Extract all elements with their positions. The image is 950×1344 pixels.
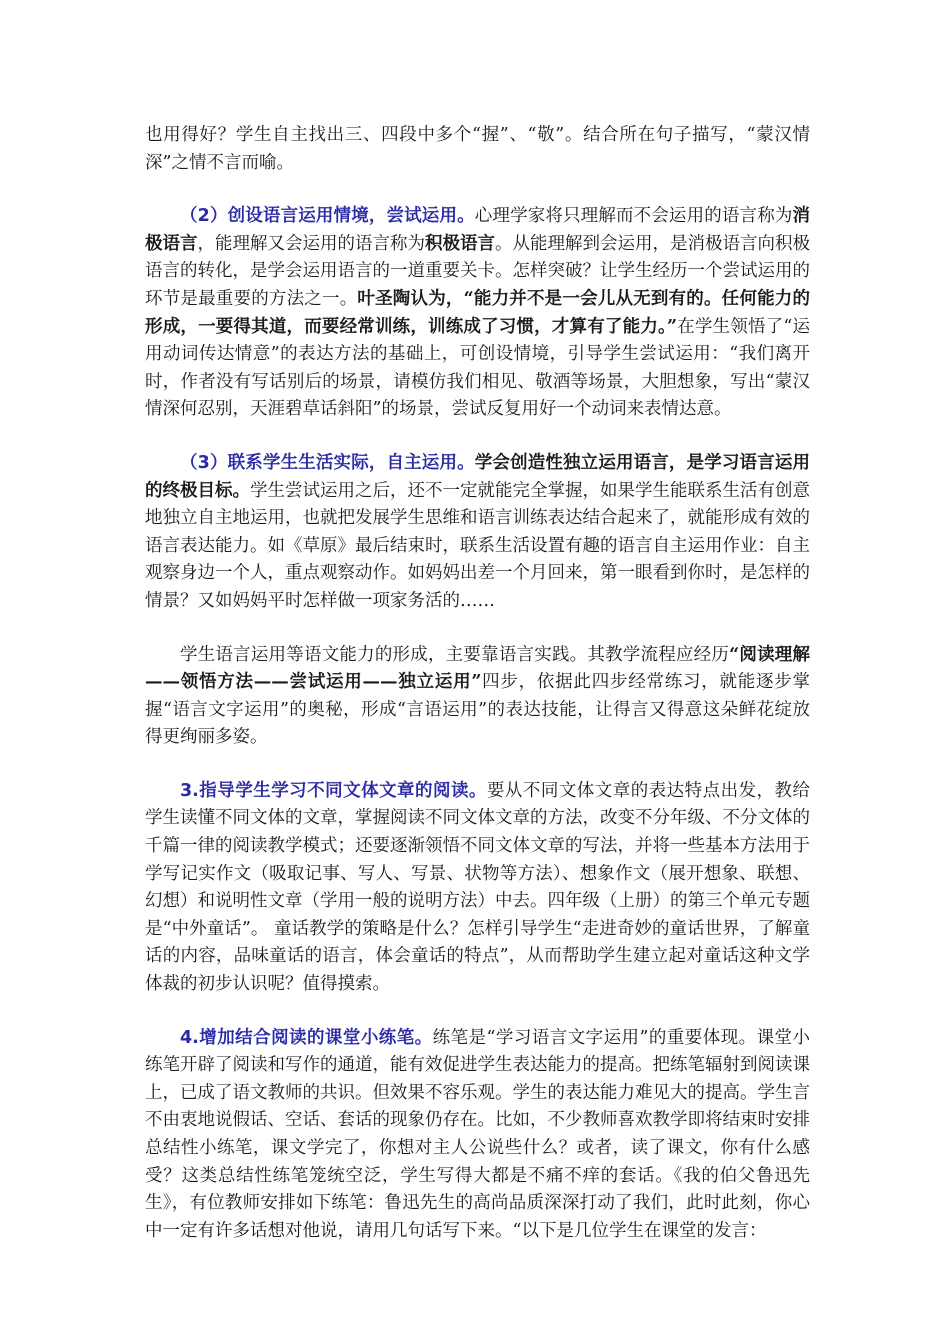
paragraph-point-4: [145, 1025, 810, 1246]
paragraph-point-3: [145, 778, 810, 999]
paragraph-text: 四步，依据此四步经常练习，就能逐步掌握“语言文字运用”的奥秘，形成“言语运用”的表达技能，让得言又得意这朵鲜花绽放得更绚丽多姿。: [145, 672, 810, 748]
bold-statement: 学会创造性独立运用语言，是学习语言运用的终极目标。: [145, 452, 810, 501]
section-heading: （3）联系学生生活实际，自主运用。: [180, 452, 475, 473]
paragraph-text: ，能理解又会运用的语言称为: [197, 233, 425, 254]
section-heading: （2）创设语言运用情境，尝试运用。: [180, 206, 475, 227]
term-negative-language: 消极语言: [145, 206, 810, 254]
paragraph-summary: [145, 642, 810, 752]
document-body: [145, 122, 810, 1245]
paragraph-section-3: [145, 450, 810, 616]
paragraph-text: 要从不同文体文章的表达特点出发，教给学生读懂不同文体的文章，掌握阅读不同文体文章的方法，改变不分年级、不分文体的千篇一律的阅读教学模式；还要逐渐领悟不同文体文章的写法，并将一些基本方法用于学写记实作文（吸取记事、写人、写景、状物等方法）、想象作文（展开想象、联想、幻想）和说明性文章（学用一般的说明方法）中去。四年级（上册）的第三个单元专题是“中外童话”。 童话教学的策略是什么？怎样引导学生“走进奇妙的童话世界，了解童话的内容，品味童话的语言，体会童话的特点”，从而帮助学生建立起对童话这种文学体裁的初步认识呢？值得摸索。: [145, 780, 811, 995]
paragraph-section-2: [145, 203, 810, 424]
paragraph-text: 心理学家将只理解而不会运用的语言称为: [474, 206, 793, 227]
paragraph-text: 也用得好？学生自主找出三、四段中多个“握”、“敬”。结合所在句子描写，“蒙汉情深”之情不言而喻。: [145, 125, 810, 173]
section-heading: 3.指导学生学习不同文体文章的阅读。: [180, 780, 487, 801]
section-heading: 4.增加结合阅读的课堂小练笔。: [180, 1027, 433, 1048]
quote-ye-shengtao: 叶圣陶认为，“能力并不是一会儿从无到有的。任何能力的形成，一要得其道，而要经常训练，训练成了习惯，才算有了能力。”: [145, 288, 810, 337]
paragraph-text: 。从能理解到会运用，是消极语言向积极语言的转化，是学会运用语言的一道重要关卡。怎样突破？让学生经历一个尝试运用的环节是最重要的方法之一。: [145, 233, 810, 309]
paragraph-text: 练笔是“学习语言文字运用”的重要体现。课堂小练笔开辟了阅读和写作的通道，能有效促进学生表达能力的提高。把练笔辐射到阅读课上，已成了语文教师的共识。但效果不容乐观。学生的表达能力难见大的提高。学生言不由衷地说假话、空话、套话的现象仍存在。比如，不少教师喜欢教学即将结束时安排总结性小练笔，课文学完了，你想对主人公说些什么？或者，读了课文，你有什么感受？这类总结性练笔笼统空泛，学生写得大都是不痛不痒的套话。《我的伯父鲁迅先生》，有位教师安排如下练笔：鲁迅先生的高尚品质深深打动了我们，此时此刻，你心中一定有许多话想对他说，请用几句话写下来。“以下是几位学生在课堂的发言：: [145, 1027, 810, 1241]
paragraph-text: 在学生领悟了“运用动词传达情意”的表达方法的基础上，可创设情境，引导学生尝试运用：“我们离开时，作者没有写话别后的场景，请模仿我们相见、敬酒等场景，大胆想象，写出“蒙汉情深何忍别，天涯碧草话斜阳”的场景，尝试反复用好一个动词来表情达意。: [145, 316, 810, 420]
paragraph-text: 学生尝试运用之后，还不一定就能完全掌握，如果学生能联系生活有创意地独立自主地运用，也就把发展学生思维和语言训练表达结合起来了，就能形成有效的语言表达能力。如《草原》最后结束时，联系生活设置有趣的语言自主运用作业：自主观察身边一个人，重点观察动作。如妈妈出差一个月回来，第一眼看到你时，是怎样的情景？又如妈妈平时怎样做一项家务活的……: [145, 480, 810, 611]
paragraph-text: 学生语言运用等语文能力的形成，主要靠语言实践。其教学流程应经历: [180, 644, 730, 665]
paragraph-continuation: [145, 122, 810, 177]
teaching-flow: “阅读理解——领悟方法——尝试运用——独立运用”: [145, 644, 810, 693]
term-positive-language: 积极语言: [425, 233, 495, 254]
